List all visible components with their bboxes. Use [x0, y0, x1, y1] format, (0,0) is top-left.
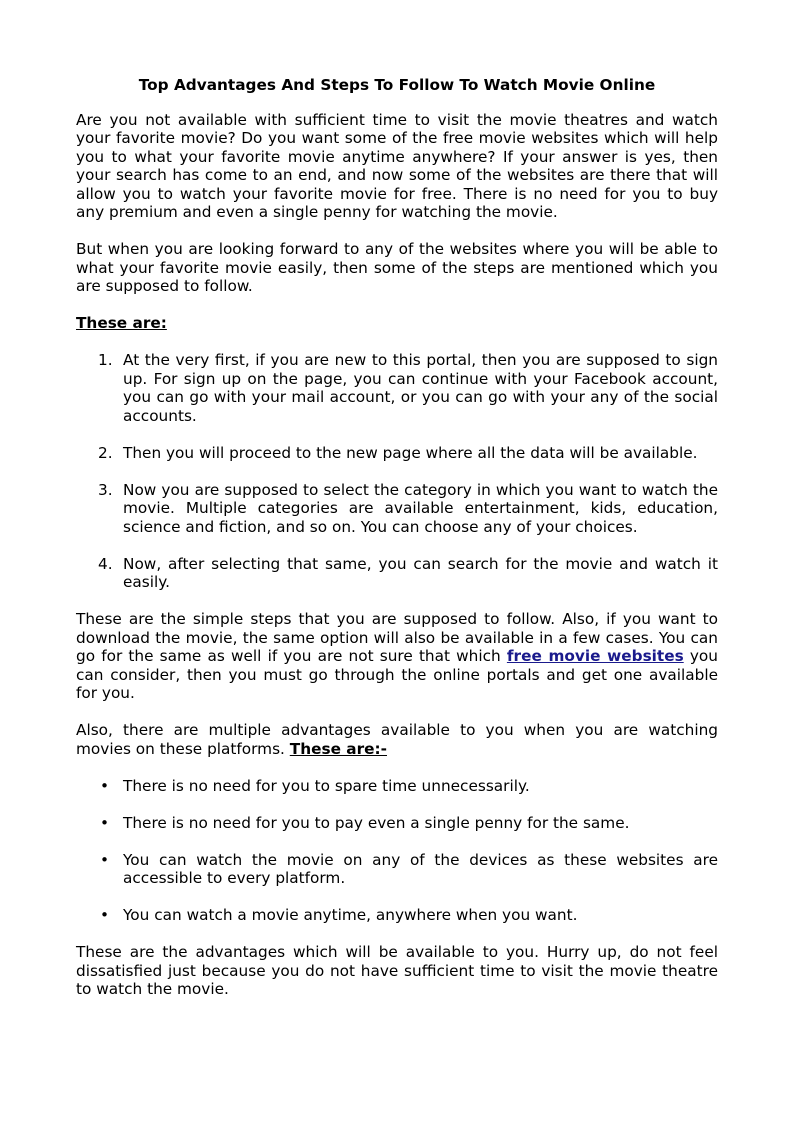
advantage-text: You can watch the movie on any of the devices as these websites are accessible to every platform. — [123, 850, 718, 887]
bullet-icon: • — [100, 776, 110, 795]
bullet-icon: • — [100, 850, 110, 869]
bullet-icon: • — [100, 813, 110, 832]
advantage-text: There is no need for you to spare time unnecessarily. — [123, 776, 530, 795]
intro-paragraph: Are you not available with sufficient time to visit the movie theatres and watch your favorite movie? Do you want some of the free movie websites which will help you to what your favorite movie anytime anywhere? If your answer is yes, then your search has come to an end, and now some of the websites are there that will allow you to watch your favorite movie for free. There is no need for you to buy any premium and even a single penny for watching the movie. — [76, 110, 718, 221]
step-text: Now, after selecting that same, you can search for the movie and watch it easily. — [123, 554, 718, 591]
step-number: 3. — [98, 480, 113, 499]
advantages-paragraph — [76, 721, 718, 758]
step-number: 4. — [98, 554, 113, 573]
document-title: Top Advantages And Steps To Follow To Watch Movie Online — [138, 76, 656, 94]
free-movie-websites-link[interactable]: free movie websites — [506, 647, 684, 665]
advantage-text: There is no need for you to pay even a single penny for the same. — [123, 813, 630, 832]
download-text-after: you can consider, then you must go through the online portals and get one available for you. — [76, 647, 718, 702]
step-item — [76, 444, 718, 463]
advantages-inline-heading: These are:- — [289, 739, 387, 758]
download-paragraph — [76, 610, 718, 703]
step-item — [76, 351, 718, 425]
advantage-item — [76, 814, 718, 833]
second-paragraph: But when you are looking forward to any of the websites where you will be able to what your favorite movie easily, then some of the steps are mentioned which you are supposed to follow. — [76, 240, 718, 295]
step-item — [76, 481, 718, 537]
bullet-icon: • — [100, 906, 110, 924]
step-text: Then you will proceed to the new page where all the data will be available. — [123, 443, 698, 462]
step-text: Now you are supposed to select the category in which you want to watch the movie. Multiple categories are available entertainment, kids, education, science and fiction, and so on. You can choose any of your choices. — [123, 480, 718, 536]
advantage-item — [76, 906, 718, 925]
step-text: At the very first, if you are new to this portal, then you are supposed to sign up. For sign up on the page, you can continue with your Facebook account, you can go with your mail account, or you can go with your any of the social accounts. — [123, 351, 718, 425]
advantage-item — [76, 777, 718, 796]
steps-list — [76, 351, 718, 592]
closing-paragraph: These are the advantages which will be available to you. Hurry up, do not feel dissatisfied just because you do not have sufficient time to visit the movie theatre to watch the movie. — [76, 943, 718, 998]
advantage-item — [76, 851, 718, 888]
download-text-before: These are the simple steps that you are supposed to follow. Also, if you want to download the movie, the same option will also be available in a few cases. You can go for the same as well if you are not sure that which — [76, 610, 718, 665]
step-number: 1. — [98, 351, 113, 369]
advantages-list — [76, 777, 718, 925]
advantage-text: You can watch a movie anytime, anywhere when you want. — [123, 906, 578, 924]
step-number: 2. — [98, 443, 113, 462]
advantages-intro-text: Also, there are multiple advantages available to you when you are watching movies on these platforms. — [76, 721, 718, 758]
step-item — [76, 555, 718, 592]
steps-heading: These are: — [76, 314, 167, 332]
